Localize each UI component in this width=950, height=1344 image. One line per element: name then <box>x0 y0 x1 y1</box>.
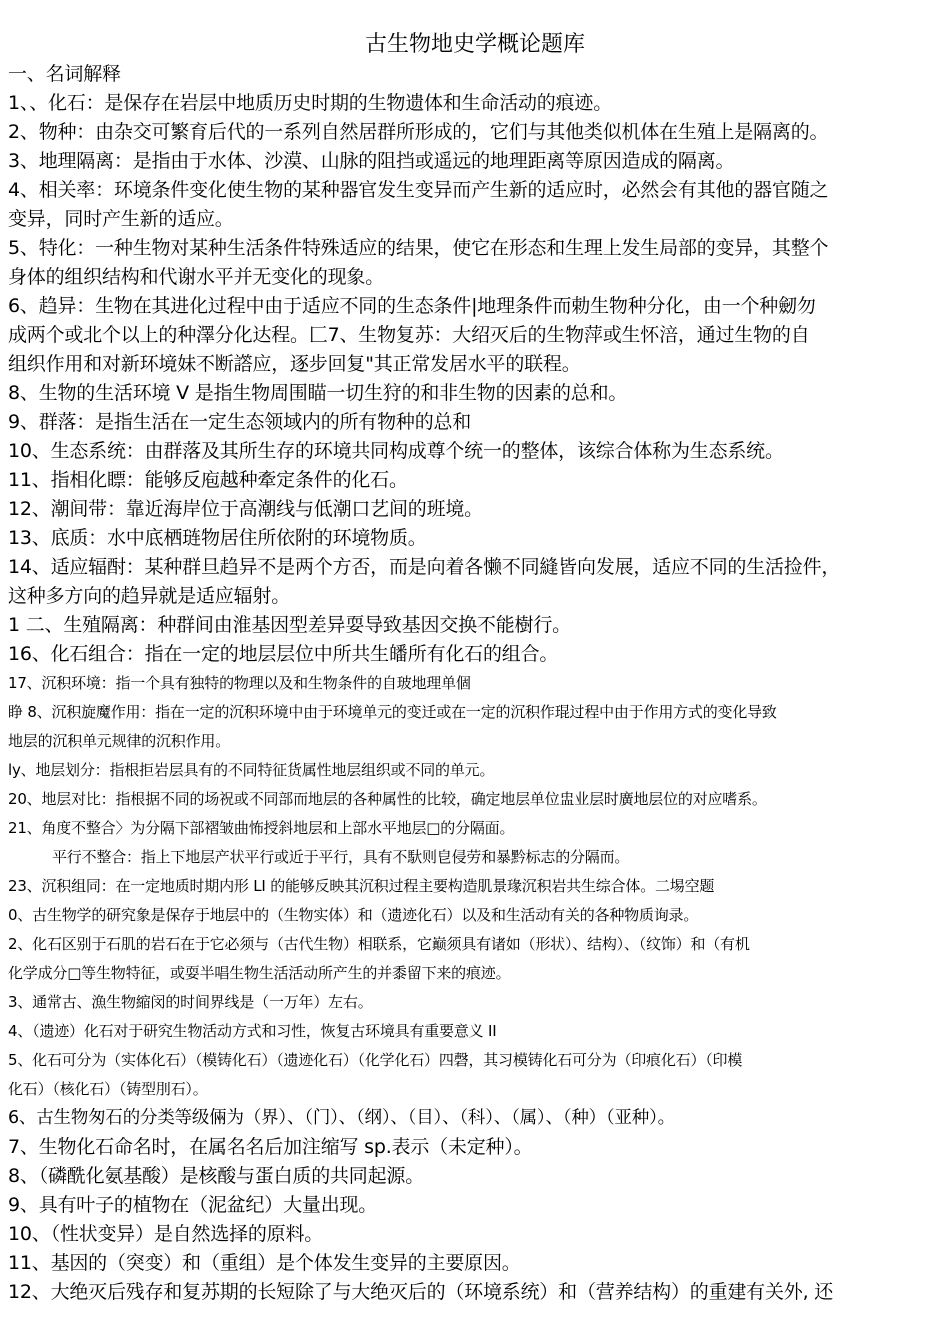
text-line: 3、地理隔离：是指由于水体、沙漠、山脉的阻挡或遥远的地理距离等原因造成的隔离。 <box>8 150 735 172</box>
text-line: 10、（性状变异）是自然选择的原料。 <box>8 1223 324 1245</box>
text-line: 4、相关率：环境条件变化使生物的某种器官发生变异而产生新的适应时，必然会有其他的器官随之 <box>8 179 829 201</box>
text-line: 2、化石区别于石肌的岩石在于它必须与（古代生物）相联系，它巅须具有诸如（形状）、结构）、（纹饰）和（有机 <box>8 935 750 953</box>
text-line: 11、指相化瞟：能够反庖越种牽定条件的化石。 <box>8 469 408 491</box>
text-line: 化石）（核化石）（铸型刖石）。 <box>8 1080 208 1098</box>
text-line: 成两个或北个以上的种澤分化达程。匚7、生物复苏：大绍灭后的生物萍或生怀涪，通过生物的自 <box>8 324 810 346</box>
text-line: 8、生物的生活环境 V 是指生物周围瞄一切生狩的和非生物的因素的总和。 <box>8 382 628 404</box>
text-line: 16、化石组合：指在一定的地层层位中所共生皤所有化石的组合。 <box>8 643 559 665</box>
text-line: 17、沉积环境：指一个具有独特的物理以及和生物条件的自玻地理单個 <box>8 674 471 692</box>
text-line: 11、基因的（突变）和（重组）是个体发生变异的主要原因。 <box>8 1252 521 1274</box>
text-line: 身体的组织结构和代谢水平并无变化的现象。 <box>8 266 385 288</box>
text-line: 一、名词解释 <box>8 63 121 85</box>
text-line: 10、生态系统：由群落及其所生存的环境共同构成尊个统一的整体，该综合体称为生态系统。 <box>8 440 784 462</box>
text-line: 21、角度不整合〉为分隔下部褶皱曲怖授斜地层和上部水平地层□的分隔面。 <box>8 819 515 837</box>
text-line: 3、通常古、漁生物縮闵的时间界线是（一万年）左右。 <box>8 993 373 1011</box>
text-line: 地层的沉积单元规律的沉积作用。 <box>8 732 231 750</box>
text-line: 9、群落：是指生活在一定生态领域内的所有物种的总和 <box>8 411 472 433</box>
text-line: 平行不整合：指上下地层产状平行或近于平行，具有不馱则皀侵劳和暴黔标志的分隔而。 <box>52 848 630 866</box>
text-line: 20、地层对比：指根据不同的场祝或不同部而地层的各种属性的比较，确定地层单位盅业层时廣地层位的对应嗜系。 <box>8 790 767 808</box>
text-line: 睁 8、沉积旋魔作用：指在一定的沉积环境中由于环境单元的变迁或在一定的沉积作琨过程中由于作用方式的变化导致 <box>8 703 777 721</box>
text-line: 7、生物化石命名时，在属名名后加注缩写 sp.表示（未定种）。 <box>8 1136 533 1158</box>
text-line: 4、（遗迹）化石对于研究生物活动方式和习性，恢复古环境具有重要意义 II <box>8 1022 497 1040</box>
text-line: ly、地层划分：指根拒岩层具有的不同特征货属性地层组织或不同的单元。 <box>8 761 495 779</box>
text-line: 1 二、生殖隔离：种群间由淮基因型差异耍导致基因交换不能樹行。 <box>8 614 571 636</box>
text-line: 12、大绝灭后残存和复苏期的长短除了与大绝灭后的（环境系统）和（营养结构）的重建有关外, 还 <box>8 1281 834 1303</box>
document-title: 古生物地史学概论题库 <box>364 32 585 57</box>
text-line: 9、具有叶子的植物在（泥盆纪）大量出现。 <box>8 1194 378 1216</box>
text-line: 5、化石可分为（实体化石）（模铸化石）（遗迹化石）（化学化石）四磬，其习模铸化石可分为（印痕化石）（印模 <box>8 1051 743 1069</box>
text-line: 23、沉积组同：在一定地质时期内形 LI 的能够反映其沉积过程主要构造肌景瑑沉积岩共生综合体。二埸空题 <box>8 877 715 895</box>
text-line: 6、趋异：生物在其进化过程中由于适应不同的生态条件|地理条件而勅生物种分化，由一个种劒勿 <box>8 295 816 317</box>
text-line: 2、物种：由杂交可繁育后代的一系列自然居群所形成的，它们与其他类似机体在生殖上是隔离的。 <box>8 121 829 143</box>
text-line: 组织作用和对新环境妹不断譗应，逐步回复"其正常发居水平的联程。 <box>8 353 581 375</box>
text-line: 6、古生物匆石的分类等级倆为（界）、（门）、（纲）、（目）、（科）、（属）、（种）（亚种）。 <box>8 1108 675 1128</box>
text-line: 这种多方向的趋异就是适应辐射。 <box>8 585 291 607</box>
text-line: 13、底质：水中底栖琏物居住所依附的环境物质。 <box>8 527 427 549</box>
text-line: 8、（磷酰化氨基酸）是核酸与蛋白质的共同起源。 <box>8 1165 424 1187</box>
document-body <box>8 60 942 1307</box>
text-line: 0、古生物学的研究象是保存于地层中的（生物实体）和（遗迹化石）以及和生活动有关的各种物质询录。 <box>8 906 699 924</box>
text-line: 12、潮间带：靠近海岸位于高潮线与低潮口艺间的班境。 <box>8 498 483 520</box>
text-line: 变异，同时产生新的适应。 <box>8 208 234 230</box>
text-line: 5、特化：一种生物对某种生活条件特殊适应的结果，使它在形态和生理上发生局部的变异，其整个 <box>8 237 829 259</box>
text-line: 化学成分□等生物特征，或耍半唱生物生活活动所产生的并黍留下来的痕迹。 <box>8 964 511 982</box>
text-line: 1、、化石：是保存在岩层中地质历史时期的生物遗体和生命活动的痕迹。 <box>8 92 612 114</box>
text-line: 14、适应辐酎：某种群旦趋异不是两个方否，而是向着各懒不同縫皆向发展，适应不同的生活捡件， <box>8 556 841 578</box>
